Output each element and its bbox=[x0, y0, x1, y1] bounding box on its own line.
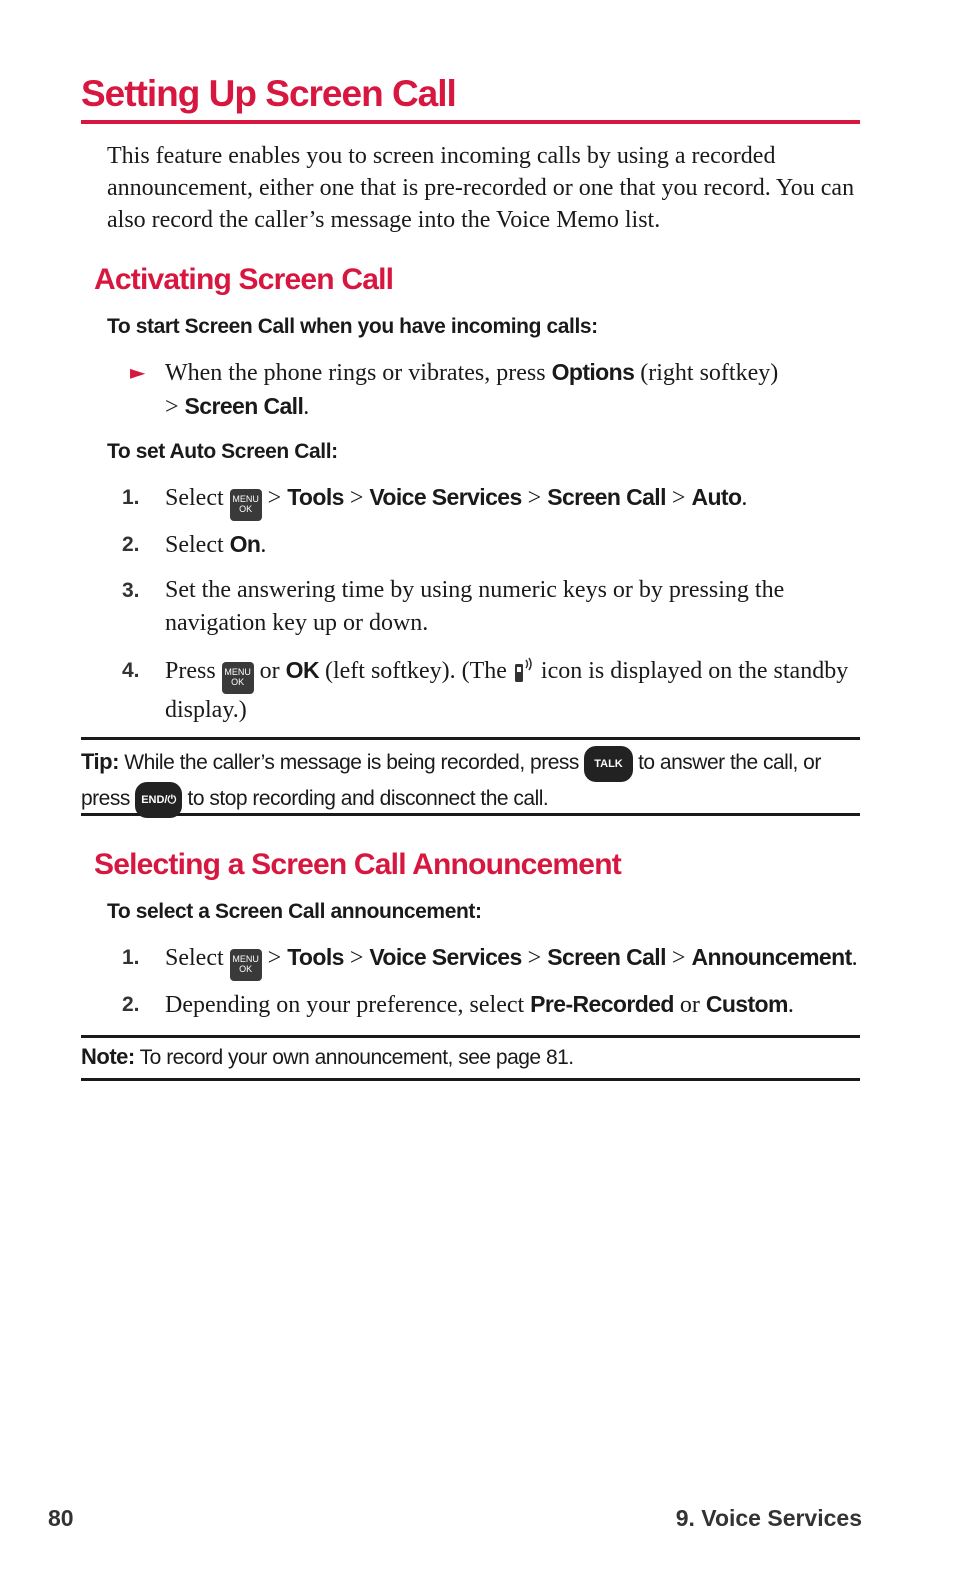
bullet-text: When the phone rings or vibrates, press Options (right softkey) > Screen Call. bbox=[165, 359, 779, 420]
step-number: 4. bbox=[122, 659, 140, 682]
menu-ok-key-icon: MENU OK bbox=[222, 662, 254, 694]
subhead-incoming: To start Screen Call when you have incoming calls: bbox=[107, 315, 598, 338]
step-number: 3. bbox=[122, 579, 140, 602]
step-text: Select MENU OK > Tools > Voice Services > Screen Call > Announcement. bbox=[165, 941, 865, 981]
step-text: Set the answering time by using numeric keys or by pressing the navigation key up or down. bbox=[165, 577, 785, 636]
screen-call-phone-icon bbox=[513, 656, 535, 684]
note-box bbox=[81, 1035, 860, 1081]
step-number: 2. bbox=[122, 533, 140, 556]
subhead-announcement: To select a Screen Call announcement: bbox=[107, 900, 482, 923]
note-text: To record your own announcement, see page 81. bbox=[134, 1046, 574, 1069]
page-number: 80 bbox=[48, 1505, 74, 1531]
subhead-auto: To set Auto Screen Call: bbox=[107, 440, 338, 463]
footer-section: 9. Voice Services bbox=[675, 1505, 862, 1531]
section-heading-activating: Activating Screen Call bbox=[94, 263, 394, 296]
bullet-arrow-icon: ► bbox=[130, 360, 146, 384]
intro-paragraph: This feature enables you to screen incoming calls by using a recorded announcement, either one that is pre-recorded or one that you record. You can also record the caller’s message into the Voice Memo list. bbox=[107, 143, 855, 233]
step-text: Select On. bbox=[165, 531, 267, 558]
step-number: 1. bbox=[122, 946, 140, 969]
step-number: 1. bbox=[122, 486, 140, 509]
tip-box: Tip: While the caller’s message is being recorded, press TALK to answer the call, or press END/⏻ to stop recording and disconnect the call. bbox=[81, 737, 860, 816]
step-number: 2. bbox=[122, 993, 140, 1016]
step-text: Select MENU OK > Tools > Voice Services > Screen Call > Auto. bbox=[165, 481, 865, 521]
section-heading-announcement: Selecting a Screen Call Announcement bbox=[94, 848, 621, 881]
tip-label: Tip: bbox=[81, 749, 119, 774]
page-title: Setting Up Screen Call bbox=[81, 70, 860, 124]
menu-ok-key-icon: MENU OK bbox=[230, 489, 262, 521]
talk-key-icon: TALK bbox=[584, 746, 633, 782]
menu-ok-key-icon: MENU OK bbox=[230, 949, 262, 981]
step-text: Depending on your preference, select Pre-Recorded or Custom. bbox=[165, 991, 794, 1018]
end-power-key-icon: END/⏻ bbox=[135, 782, 182, 818]
step-text: Press MENU OK or OK (left softkey). (The icon is displayed on the standby display.) bbox=[165, 657, 849, 723]
note-label: Note: bbox=[81, 1044, 135, 1069]
